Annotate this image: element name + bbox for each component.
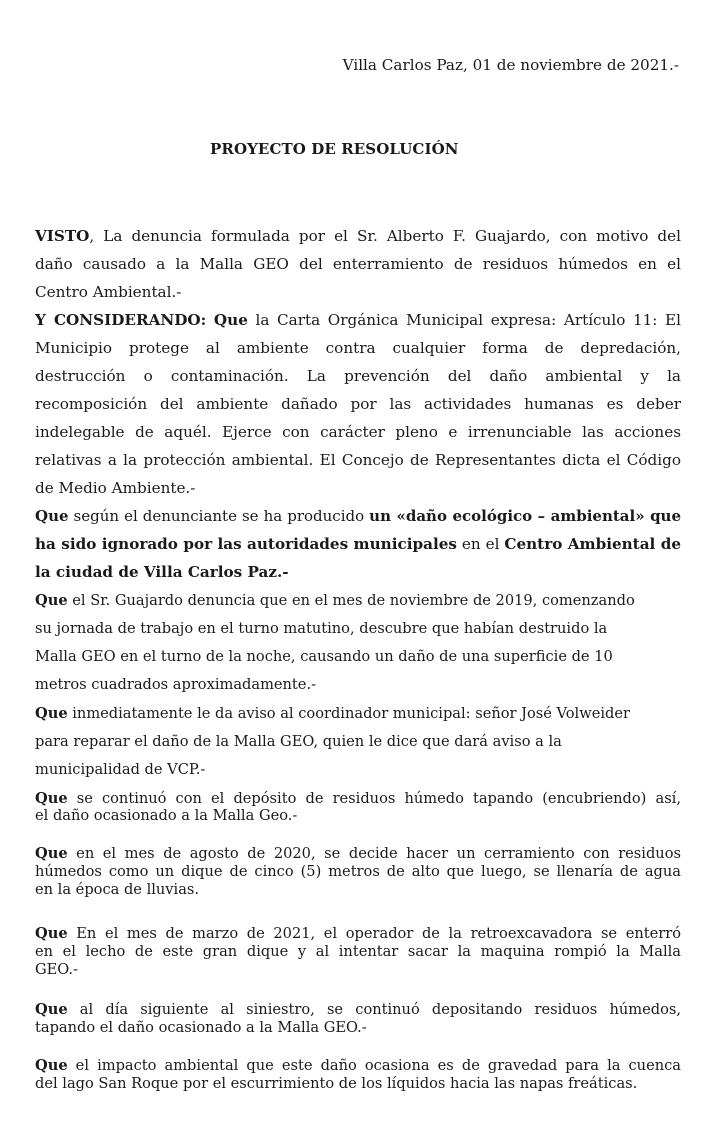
- p8-line-1: [35, 1056, 681, 1076]
- p8-line-2: del lago San Roque por el escurrimiento de los líquidos hacia las napas freáticas.: [35, 1075, 638, 1092]
- p1-line-2: [35, 534, 681, 554]
- p2-line-2: su jornada de trabajo en el turno matutino, descubre que habían destruido la: [35, 620, 608, 637]
- considerando-line-6: relativas a la protección ambiental. El Concejo de Representantes dicta el Código: [35, 451, 681, 469]
- p7-text: al día siguiente al siniestro, se continuó depositando residuos húmedos,: [67, 1001, 681, 1018]
- que-label: Que: [35, 507, 69, 525]
- p5-line-3: en la época de lluvias.: [35, 881, 200, 898]
- p5-text: en el mes de agosto de 2020, se decide hacer un cerramiento con residuos: [67, 845, 681, 862]
- p2-line-1: [35, 591, 681, 611]
- p1-text: según el denunciante se ha producido: [68, 507, 370, 525]
- document-title: PROYECTO DE RESOLUCIÓN: [210, 140, 459, 158]
- que-label: Que: [35, 1001, 68, 1018]
- que-label: Que: [35, 1057, 68, 1074]
- p3-line-3: municipalidad de VCP.-: [35, 761, 206, 778]
- p3-line-2: para reparar el daño de la Malla GEO, quien le dice que dará aviso a la: [35, 733, 562, 750]
- que-label: Que: [35, 845, 68, 862]
- p4-text: se continuó con el depósito de residuos húmedo tapando (encubriendo) así,: [67, 790, 681, 807]
- p7-line-1: [35, 1000, 681, 1020]
- que-label: Que: [35, 592, 68, 609]
- que-label: Que: [35, 790, 68, 807]
- visto-line-1: [35, 226, 681, 246]
- p3-line-1: [35, 704, 681, 724]
- p5-line-2: húmedos como un dique de cinco (5) metros de alto que luego, se llenaría de agua: [35, 863, 681, 880]
- p5-line-1: [35, 844, 681, 864]
- p8-text: el impacto ambiental que este daño ocasiona es de gravedad para la cuenca: [67, 1057, 681, 1074]
- p6-line-3: GEO.-: [35, 961, 78, 978]
- considerando-line-7: de Medio Ambiente.-: [35, 479, 196, 497]
- que-label: Que: [35, 705, 68, 722]
- visto-text: , La denuncia formulada por el Sr. Alberto F. Guajardo, con motivo del: [89, 227, 681, 245]
- p4-line-2: el daño ocasionado a la Malla Geo.-: [35, 807, 298, 824]
- p2-text: el Sr. Guajardo denuncia que en el mes de noviembre de 2019, comenzando: [67, 592, 635, 609]
- p2-line-3: Malla GEO en el turno de la noche, causando un daño de una superficie de 10: [35, 648, 613, 665]
- considerando-text: la Carta Orgánica Municipal expresa: Artículo 11: El: [247, 311, 682, 329]
- considerando-label: Y CONSIDERANDO:: [35, 311, 207, 329]
- considerando-line-2: Municipio protege al ambiente contra cualquier forma de depredación,: [35, 339, 681, 357]
- p2-line-4: metros cuadrados aproximadamente.-: [35, 676, 317, 693]
- p6-line-1: [35, 924, 681, 944]
- date-line: Villa Carlos Paz, 01 de noviembre de 2021.-: [342, 56, 679, 74]
- considerando-line-3: destrucción o contaminación. La prevención del daño ambiental y la: [35, 367, 681, 385]
- considerando-line-5: indelegable de aquél. Ejerce con carácter pleno e irrenunciable las acciones: [35, 423, 681, 441]
- p1-line-3: la ciudad de Villa Carlos Paz.-: [35, 563, 289, 581]
- p6-text: En el mes de marzo de 2021, el operador de la retroexcavadora se enterró: [67, 925, 681, 942]
- p1-bold-text: Centro Ambiental de: [504, 535, 681, 553]
- p1-bold-text: ha sido ignorado por las autoridades municipales: [35, 535, 457, 553]
- p7-line-2: tapando el daño ocasionado a la Malla GEO.-: [35, 1019, 367, 1036]
- visto-label: VISTO: [35, 227, 90, 245]
- p6-line-2: en el lecho de este gran dique y al intentar sacar la maquina rompió la Malla: [35, 943, 681, 960]
- visto-line-3: Centro Ambiental.-: [35, 283, 182, 301]
- que-label: Que: [35, 925, 68, 942]
- p1-line-1: [35, 506, 681, 526]
- visto-line-2: daño causado a la Malla GEO del enterramiento de residuos húmedos en el: [35, 255, 681, 273]
- considerando-line-1: [35, 310, 681, 330]
- p1-bold-text: un «daño ecológico – ambiental» que: [369, 507, 682, 525]
- p3-text: inmediatamente le da aviso al coordinador municipal: señor José Volweider: [67, 705, 630, 722]
- p1-text: en el: [456, 535, 505, 553]
- que-label: Que: [213, 311, 248, 329]
- considerando-line-4: recomposición del ambiente dañado por las actividades humanas es deber: [35, 395, 681, 413]
